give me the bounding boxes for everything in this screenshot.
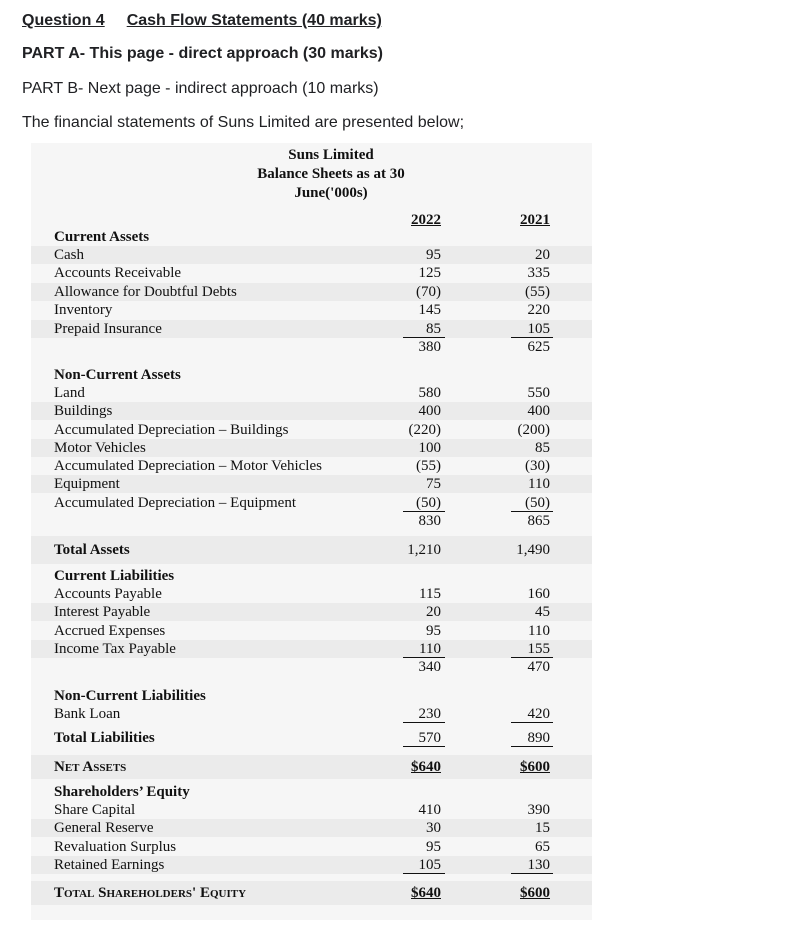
question-heading [22,11,382,31]
row-label: Accumulated Depreciation – Equipment [54,495,296,511]
value-2021: 130 [527,857,550,873]
row-label: Interest Payable [54,604,151,620]
subtotal-2021: 625 [527,339,550,355]
value-2021: 390 [527,802,550,818]
table-row [31,475,592,493]
non-current-liabilities-heading: Non-Current Liabilities [54,688,206,704]
table-row [31,439,592,457]
value-2021: 335 [527,265,550,281]
total-assets-label: Total Assets [54,542,130,558]
value-2022: 85 [426,321,441,337]
year-header-row [31,211,592,229]
value-2021: 105 [527,321,550,337]
sheet-title-line1: Balance Sheets as at 30 [257,166,405,182]
table-row [31,264,592,282]
section-heading [31,567,592,585]
subtotal-rule [403,722,445,723]
net-assets-2022: $640 [411,759,441,775]
section-heading [31,366,592,384]
value-2022: (55) [416,458,441,474]
subtotal-rule [403,873,445,874]
table-row [31,801,592,819]
company-name: Suns Limited [288,147,374,163]
row-label: Accumulated Depreciation – Buildings [54,422,289,438]
row-label: Cash [54,247,84,263]
value-2021: 400 [527,403,550,419]
table-row [31,494,592,512]
row-label: Inventory [54,302,113,318]
table-row [31,457,592,475]
table-row [31,283,592,301]
table-row [31,838,592,856]
subtotal-rule [403,746,445,747]
value-2021: 85 [535,440,550,456]
total-assets-row [31,536,592,564]
table-row [31,421,592,439]
total-assets-2022: 1,210 [407,542,441,558]
total-assets-2021: 1,490 [516,542,550,558]
subtotal-2022: 830 [418,513,441,529]
value-2021: 420 [527,706,550,722]
subtotal-rule [511,722,553,723]
section-heading [31,228,592,246]
value-2022: 100 [418,440,441,456]
value-2022: (220) [408,422,441,438]
table-row [31,856,592,874]
total-equity-row [31,881,592,905]
subtotal-rule [511,873,553,874]
row-label: Prepaid Insurance [54,321,162,337]
current-liabilities-heading: Current Liabilities [54,568,175,584]
row-label: Allowance for Doubtful Debts [54,284,237,300]
total-equity-2022: $640 [411,885,441,901]
part-b-text: PART B- Next page - indirect approach (10 marks) [22,80,379,97]
row-label: Share Capital [54,802,136,818]
value-2022: 145 [418,302,441,318]
sheet-title-line2: June('000s) [294,185,368,201]
value-2022: 110 [419,641,441,657]
subtotal-2021: 865 [527,513,550,529]
table-row [31,622,592,640]
value-2021: 110 [528,476,550,492]
value-2022: (50) [416,495,441,511]
total-liabilities-row [31,729,592,747]
value-2021: 220 [527,302,550,318]
net-assets-row [31,755,592,779]
equity-heading: Shareholders’ Equity [54,784,190,800]
table-row [31,402,592,420]
row-label: Revaluation Surplus [54,839,177,855]
value-2022: 30 [426,820,441,836]
value-2021: 550 [527,385,550,401]
row-label: Land [54,385,85,401]
section-heading [31,687,592,705]
total-equity-label: Total Shareholders' Equity [54,885,247,901]
part-a-text: PART A- This page - direct approach (30 marks) [22,45,383,62]
section-heading [31,783,592,801]
value-2021: (200) [517,422,550,438]
value-2022: 410 [418,802,441,818]
total-liabilities-label: Total Liabilities [54,730,155,746]
subtotal-rule [511,746,553,747]
value-2022: 105 [418,857,441,873]
question-label: Question 4 [22,12,105,29]
row-label: Bank Loan [54,706,121,722]
value-2021: (55) [525,284,550,300]
net-assets-label: Net Assets [54,759,127,775]
year-2022: 2022 [411,212,441,228]
value-2022: 230 [418,706,441,722]
row-label: Equipment [54,476,120,492]
table-row [31,246,592,264]
value-2022: 125 [418,265,441,281]
subtotal-2021: 470 [527,659,550,675]
row-label: General Reserve [54,820,154,836]
subtotal-2022: 340 [418,659,441,675]
current-assets-heading: Current Assets [54,229,150,245]
value-2022: 95 [426,623,441,639]
row-label: Motor Vehicles [54,440,146,456]
non-current-assets-heading: Non-Current Assets [54,367,181,383]
total-equity-2021: $600 [520,885,550,901]
value-2021: 110 [528,623,550,639]
value-2021: (50) [525,495,550,511]
value-2021: 65 [535,839,550,855]
value-2021: 155 [527,641,550,657]
total-liabilities-2021: 890 [527,730,550,746]
row-label: Accounts Payable [54,586,162,602]
value-2021: (30) [525,458,550,474]
table-row [31,320,592,338]
table-row [31,603,592,621]
balance-sheet [31,143,592,920]
value-2022: 95 [426,247,441,263]
row-label: Retained Earnings [54,857,165,873]
table-row [31,819,592,837]
value-2022: 115 [419,586,441,602]
value-2021: 20 [535,247,550,263]
table-row [31,585,592,603]
value-2022: (70) [416,284,441,300]
total-liabilities-2022: 570 [418,730,441,746]
net-assets-2021: $600 [520,759,550,775]
subtotal-2022: 380 [418,339,441,355]
table-row [31,301,592,319]
subtotal-row [31,338,592,356]
intro-text: The financial statements of Suns Limited are presented below; [22,114,465,131]
subtotal-row [31,658,592,676]
table-row [31,705,592,723]
table-row [31,640,592,658]
year-2021: 2021 [520,212,550,228]
row-label: Accumulated Depreciation – Motor Vehicles [54,458,322,474]
row-label: Income Tax Payable [54,641,176,657]
value-2021: 45 [535,604,550,620]
value-2021: 160 [527,586,550,602]
value-2022: 400 [418,403,441,419]
row-label: Accounts Receivable [54,265,182,281]
value-2022: 580 [418,385,441,401]
subtotal-row [31,512,592,530]
row-label: Buildings [54,403,113,419]
value-2021: 15 [535,820,550,836]
value-2022: 20 [426,604,441,620]
row-label: Accrued Expenses [54,623,166,639]
question-title: Cash Flow Statements (40 marks) [126,12,382,29]
table-row [31,384,592,402]
value-2022: 75 [426,476,441,492]
value-2022: 95 [426,839,441,855]
